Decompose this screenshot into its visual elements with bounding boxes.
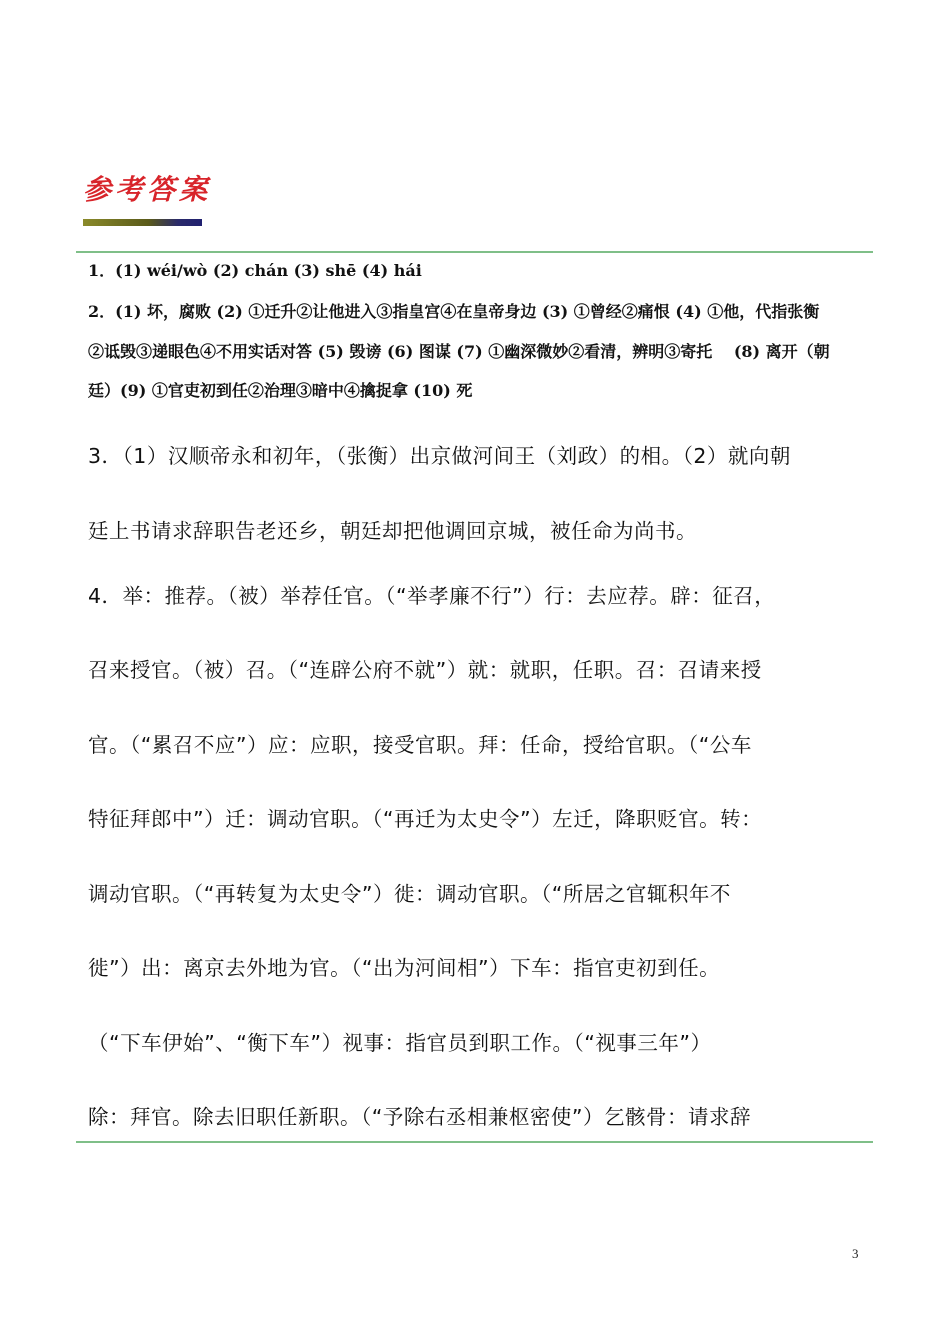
answer-1: 1．(1) wéi/wò (2) chán (3) shē (4) hái [88,261,422,280]
answer-3-line-1: 3．（1）汉顺帝永和初年，（张衡）出京做河间王（刘政）的相。（2）就向朝 [88,444,791,468]
answer-2-line-3: 廷）(9) ①官吏初到任②治理③暗中④擒捉拿 (10) 死 [88,381,473,400]
answer-4-line-2: 召来授官。（被）召。（“连辟公府不就”）就：就职，任职。召：召请来授 [88,658,762,682]
answer-2-line-2: ②诋毁③递眼色④不用实话对答 (5) 毁谤 (6) 图谋 (7) ①幽深微妙②看清，辨明③寄托 (8) 离开（朝 [88,342,830,361]
answer-3-line-2: 廷上书请求辞职告老还乡，朝廷却把他调回京城，被任命为尚书。 [88,519,697,543]
answer-4-line-3: 官。（“累召不应”）应：应职，接受官职。拜：任命，授给官职。（“公车 [88,733,752,757]
answer-2-line-1: 2．(1) 坏，腐败 (2) ①迁升②让他进入③指皇宫④在皇帝身边 (3) ①曾经②痛恨 (4) ①他，代指张衡 [88,302,820,321]
answer-4-line-4: 特征拜郎中”）迁：调动官职。（“再迁为太史令”）左迁，降职贬官。转： [88,807,763,831]
top-divider [76,251,873,253]
answer-4-line-6: 徙”）出：离京去外地为官。（“出为河间相”）下车：指官吏初到任。 [88,956,721,980]
answer-4-line-5: 调动官职。（“再转复为太史令”）徙：调动官职。（“所居之官辄积年不 [88,882,731,906]
answer-heading: 参考答案 [83,173,212,206]
answer-4-line-8: 除：拜官。除去旧职任新职。（“予除右丞相兼枢密使”）乞骸骨：请求辞 [88,1105,751,1129]
page-number: 3 [852,1246,859,1261]
answer-4-line-7: （“下车伊始”、“衡下车”）视事：指官员到职工作。（“视事三年”） [88,1031,712,1055]
heading-underline-bar [83,219,202,226]
answer-4-line-1: 4．举：推荐。（被）举荐任官。（“举孝廉不行”）行：去应荐。辟：征召， [88,584,776,608]
bottom-divider [76,1141,873,1143]
